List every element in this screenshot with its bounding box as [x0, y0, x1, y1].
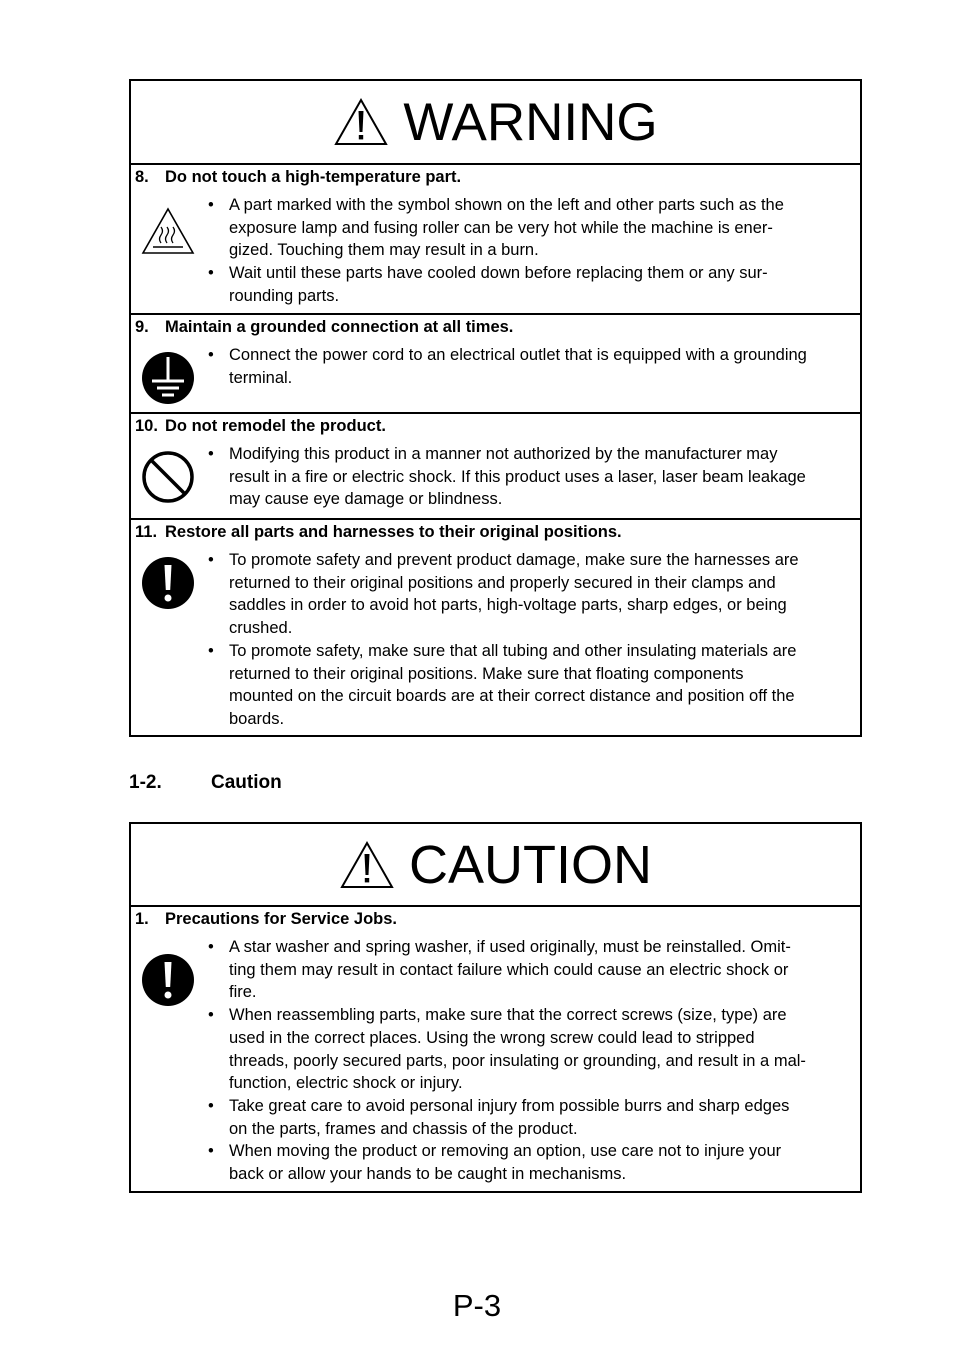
bullet-list [207, 344, 847, 389]
section-heading: 8. Do not touch a high-temperature part. [135, 168, 462, 186]
caution-banner [131, 824, 860, 907]
bullet-list [207, 194, 847, 308]
bullet-item: • When reassembling parts, make sure that the correct screws (size, type) are used in the correct places. Using the wrong screw could lead to stripped threads, poorly secured parts, poor insulating or grounding, and result in a mal- function, electric shock or injury. [208, 1006, 806, 1093]
warning-box [129, 79, 862, 737]
bullet-item: • When moving the product or removing an option, use care not to injure your back or allow your hands to be caught in mechanisms. [208, 1142, 782, 1184]
warning-banner [131, 81, 860, 165]
bullet-item: • Connect the power cord to an electrical outlet that is equipped with a grounding terminal. [208, 346, 807, 387]
bullet-list [207, 549, 847, 731]
bullet-item: • A star washer and spring washer, if used originally, must be reinstalled. Omit- ting them may result in contact failure which could cause an electric shock or fire. [208, 938, 791, 1002]
bullet-item: • Wait until these parts have cooled down before replacing them or any sur- rounding parts. [208, 264, 768, 305]
warning-section-8 [131, 165, 860, 313]
bullet-list [207, 443, 847, 511]
bullet-list [207, 936, 847, 1186]
bullet-item: • To promote safety, make sure that all tubing and other insulating materials are returned to their original positions. Make sure that floating components mounted on the circuit boards are at their correct distance and position off the boards. [208, 641, 797, 728]
section-heading: 11. Restore all parts and harnesses to their original positions. [135, 523, 622, 541]
section-title: 1-2. Caution [129, 772, 282, 793]
bullet-item: • A part marked with the symbol shown on the left and other parts such as the exposure lamp and fusing roller can be very hot while the machine is ener- gized. Touching them may result in a burn. [208, 196, 784, 260]
section-heading: 9. Maintain a grounded connection at all times. [135, 318, 514, 336]
exclamation-icon [141, 953, 195, 1007]
caution-box [129, 822, 862, 1193]
warning-triangle-icon [333, 97, 389, 147]
caution-title: CAUTION [409, 834, 652, 895]
bullet-item: • To promote safety and prevent product damage, make sure the harnesses are returned to their original positions and properly secured in their clamps and saddles in order to avoid hot parts, high-voltage parts, sharp edges, or being crushed. [208, 551, 799, 638]
bullet-item: • Take great care to avoid personal injury from possible burrs and sharp edges on the parts, frames and chassis of the product. [208, 1096, 790, 1138]
warning-section-9 [131, 313, 860, 412]
prohibited-icon [141, 450, 195, 504]
caution-section-1 [131, 907, 860, 1191]
ground-icon [141, 351, 195, 405]
warning-section-11 [131, 518, 860, 735]
bullet-item: • Modifying this product in a manner not authorized by the manufacturer may result in a fire or electric shock. If this product uses a laser, laser beam leakage may cause eye damage or blindness. [208, 445, 806, 509]
section-heading: 10. Do not remodel the product. [135, 417, 386, 435]
warning-triangle-icon [339, 840, 395, 890]
section-heading: 1. Precautions for Service Jobs. [135, 910, 398, 928]
warning-section-10 [131, 412, 860, 518]
exclamation-icon [141, 556, 195, 610]
warning-title: WARNING [403, 92, 658, 152]
page-number: P-3 [452, 1288, 502, 1323]
hot-surface-icon [141, 207, 195, 257]
